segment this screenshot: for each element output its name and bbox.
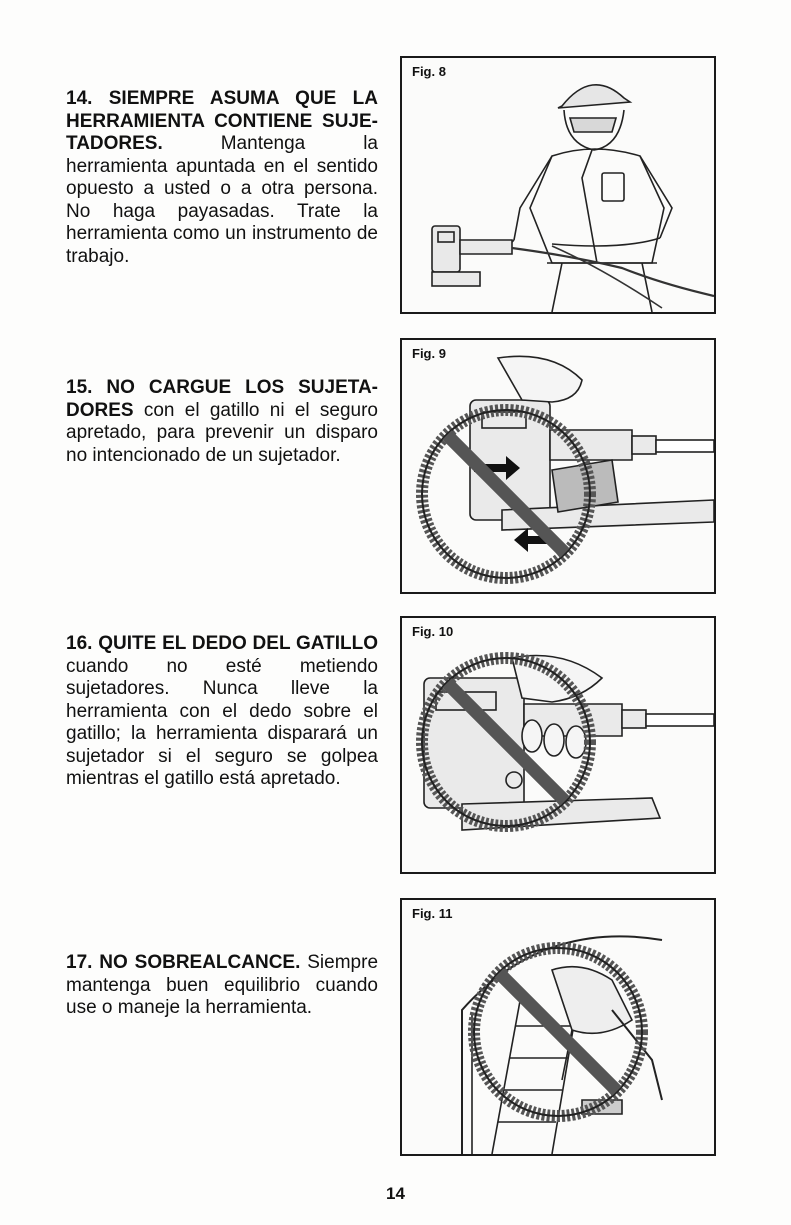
instruction-17-body: Siempre mantenga buen equilibrio cuando use o maneje la herramienta. <box>66 952 379 1018</box>
instruction-17 <box>66 952 378 1020</box>
figure-11-label: Fig. 11 <box>412 906 453 921</box>
figure-11 <box>400 898 716 1156</box>
figure-9 <box>400 338 716 594</box>
instruction-15-body: con el gatillo ni el seguro apretado, para prevenir un disparo no intencionado de un sujetador. <box>66 399 378 466</box>
instruction-14-title: 14. SIEMPRE ASUMA QUE LA HERRAMIENTA CONTIENE SUJE-TADORES. <box>66 88 378 154</box>
figure-8 <box>400 56 716 314</box>
figure-10-label: Fig. 10 <box>412 624 454 639</box>
instruction-16-title: 16. QUITE EL DEDO DEL GATILLO <box>66 633 378 654</box>
instruction-14-body: Mantenga la herramienta apuntada en el sentido opuesto a usted o a otra persona. No haga payasadas. Trate la herramienta como un instrumento de trabajo. <box>66 133 378 267</box>
instruction-15-title: 15. NO CARGUE LOS SUJETA-DORES <box>66 377 378 421</box>
page-number: 14 <box>386 1184 405 1203</box>
figure-10 <box>400 616 716 874</box>
figure-9-label: Fig. 9 <box>412 346 446 361</box>
instruction-17-title: 17. NO SOBREALCANCE. <box>66 952 301 973</box>
finger-on-trigger-illustration <box>402 618 714 872</box>
instruction-16-body: cuando no esté metiendo sujetadores. Nunca lleve la herramienta con el dedo sobre el gatillo; la herramienta disparará un sujetador si el seguro se golpea mientras el gatillo está apretado. <box>66 655 378 789</box>
instruction-15 <box>66 377 378 467</box>
instruction-14 <box>66 88 378 268</box>
instruction-16 <box>66 633 378 791</box>
overreaching-ladder-illustration <box>402 900 714 1154</box>
loading-fasteners-illustration <box>402 340 714 592</box>
worker-with-nailer-illustration <box>402 58 714 312</box>
figure-8-label: Fig. 8 <box>412 64 446 79</box>
